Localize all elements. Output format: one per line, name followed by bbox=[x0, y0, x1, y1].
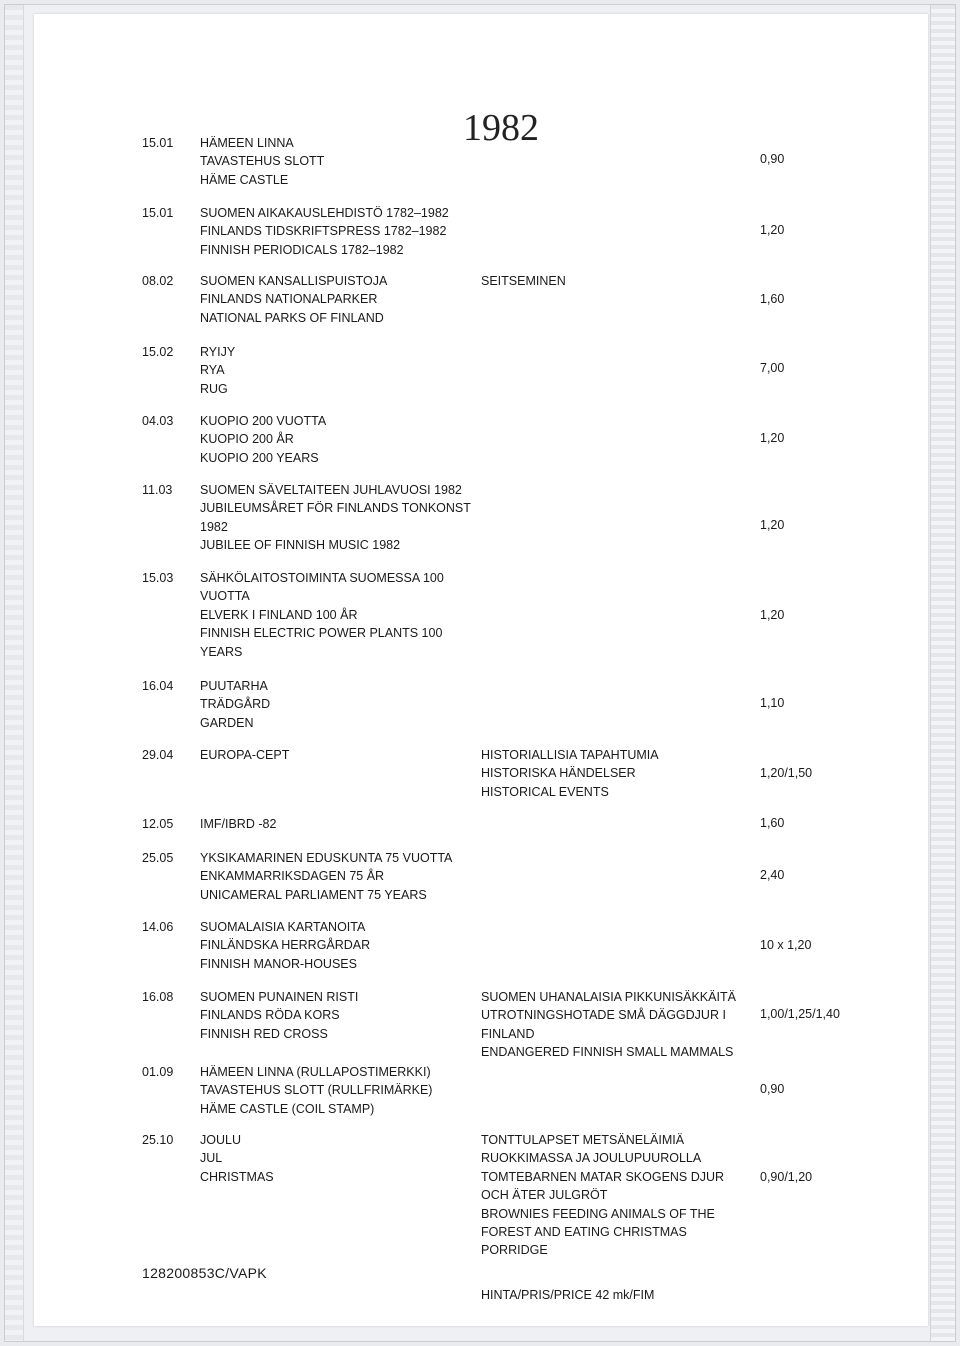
issue-title-line: HÄMEEN LINNA bbox=[200, 136, 294, 150]
issue-title-line: HÄME CASTLE (COIL STAMP) bbox=[200, 1101, 375, 1116]
issue-title-line: HÄMEEN LINNA (RULLAPOSTIMERKKI) bbox=[200, 1065, 431, 1079]
issue-titles bbox=[200, 677, 490, 732]
issue-subject-line: RUOKKIMASSA JA JOULUPUUROLLA bbox=[481, 1151, 702, 1166]
issue-title-line: ELVERK I FINLAND 100 ÅR bbox=[200, 607, 358, 622]
sleeve-right-edge bbox=[930, 5, 955, 1341]
issue-price: 1,20/1,50 bbox=[760, 766, 813, 780]
issue-price: 1,20 bbox=[760, 608, 785, 622]
issue-titles bbox=[200, 1131, 490, 1186]
issue-title-line: FINNISH PERIODICALS 1782–1982 bbox=[200, 242, 404, 257]
issue-date: 12.05 bbox=[142, 817, 174, 831]
issue-title-line: FINNISH ELECTRIC POWER PLANTS 100 bbox=[200, 626, 443, 641]
issue-subject bbox=[481, 746, 759, 801]
issue-title-line: FINNISH MANOR-HOUSES bbox=[200, 956, 357, 971]
issue-titles bbox=[200, 272, 490, 327]
issue-titles bbox=[200, 569, 490, 661]
issue-title-line: KUOPIO 200 ÅR bbox=[200, 432, 294, 447]
issue-title-line: RYA bbox=[200, 363, 225, 378]
issue-date: 15.02 bbox=[142, 345, 174, 359]
issue-price: 7,00 bbox=[760, 361, 785, 375]
issue-titles bbox=[200, 1063, 490, 1118]
issue-price: 1,20 bbox=[760, 223, 785, 237]
issue-title-line: ENKAMMARRIKSDAGEN 75 ÅR bbox=[200, 869, 385, 884]
issue-titles bbox=[200, 988, 490, 1043]
issue-title-line: GARDEN bbox=[200, 715, 254, 730]
issue-title-line: TAVASTEHUS SLOTT (RULLFRIMÄRKE) bbox=[200, 1083, 433, 1098]
document-page bbox=[34, 14, 928, 1326]
issue-date: 16.04 bbox=[142, 679, 174, 693]
issue-titles bbox=[200, 746, 490, 764]
issue-title-line: UNICAMERAL PARLIAMENT 75 YEARS bbox=[200, 887, 427, 902]
issue-subject-line: OCH ÄTER JULGRÖT bbox=[481, 1188, 608, 1203]
issue-title-line: FINLÄNDSKA HERRGÅRDAR bbox=[200, 938, 371, 953]
issue-price: 2,40 bbox=[760, 868, 785, 882]
issue-title-line: FINLANDS TIDSKRIFTSPRESS 1782–1982 bbox=[200, 224, 447, 239]
issue-subject bbox=[481, 988, 759, 1062]
issue-subject-line: SUOMEN UHANALAISIA PIKKUNISÄKKÄITÄ bbox=[481, 990, 736, 1004]
issue-date: 15.01 bbox=[142, 136, 174, 150]
issue-price: 1,60 bbox=[760, 292, 785, 306]
issue-subject-line: HISTORISKA HÄNDELSER bbox=[481, 766, 636, 781]
issue-date: 25.10 bbox=[142, 1133, 174, 1147]
issue-title-line: FINNISH RED CROSS bbox=[200, 1026, 328, 1041]
issue-titles bbox=[200, 815, 490, 833]
issue-title-line: JUBILEE OF FINNISH MUSIC 1982 bbox=[200, 538, 401, 553]
issue-subject-line: FOREST AND EATING CHRISTMAS bbox=[481, 1225, 687, 1240]
issue-title-line: YEARS bbox=[200, 644, 243, 659]
issue-title-line: 1982 bbox=[200, 519, 228, 534]
issue-date: 11.03 bbox=[142, 483, 173, 497]
issue-subject-line: BROWNIES FEEDING ANIMALS OF THE bbox=[481, 1206, 715, 1221]
issue-subject-line: FINLAND bbox=[481, 1026, 535, 1041]
issue-title-line: SUOMALAISIA KARTANOITA bbox=[200, 920, 366, 934]
issue-title-line: KUOPIO 200 VUOTTA bbox=[200, 414, 327, 428]
issue-title-line: VUOTTA bbox=[200, 589, 250, 604]
issue-date: 08.02 bbox=[142, 274, 174, 288]
footer-price-note: HINTA/PRIS/PRICE 42 mk/FIM bbox=[481, 1288, 655, 1302]
issue-price: 1,60 bbox=[760, 816, 785, 830]
issue-date: 16.08 bbox=[142, 990, 174, 1004]
issue-subject-line: HISTORIALLISIA TAPAHTUMIA bbox=[481, 748, 659, 762]
issue-price: 0,90 bbox=[760, 1082, 785, 1096]
issue-titles bbox=[200, 412, 490, 467]
issue-title-line: YKSIKAMARINEN EDUSKUNTA 75 VUOTTA bbox=[200, 851, 453, 865]
issue-titles bbox=[200, 343, 490, 398]
issue-title-line: PUUTARHA bbox=[200, 679, 268, 693]
issue-price: 1,00/1,25/1,40 bbox=[760, 1007, 840, 1021]
issue-title-line: RYIJY bbox=[200, 345, 236, 359]
issue-title-line: TAVASTEHUS SLOTT bbox=[200, 154, 325, 169]
issue-title-line: SÄHKÖLAITOSTOIMINTA SUOMESSA 100 bbox=[200, 571, 444, 585]
issue-subject-line: SEITSEMINEN bbox=[481, 274, 566, 288]
issue-title-line: TRÄDGÅRD bbox=[200, 697, 271, 712]
issue-subject-line: HISTORICAL EVENTS bbox=[481, 784, 609, 799]
issue-title-line: NATIONAL PARKS OF FINLAND bbox=[200, 310, 384, 325]
issue-title-line: JUL bbox=[200, 1151, 223, 1166]
issue-title-line: FINLANDS RÖDA KORS bbox=[200, 1008, 340, 1023]
issue-subject-line: TONTTULAPSET METSÄNELÄIMIÄ bbox=[481, 1133, 685, 1147]
issue-title-line: RUG bbox=[200, 381, 228, 396]
issue-price: 1,20 bbox=[760, 518, 785, 532]
issue-titles bbox=[200, 481, 490, 555]
issue-titles bbox=[200, 918, 490, 973]
issue-date: 15.03 bbox=[142, 571, 174, 585]
issue-title-line: SUOMEN KANSALLISPUISTOJA bbox=[200, 274, 388, 288]
issue-title-line: SUOMEN AIKAKAUSLEHDISTÖ 1782–1982 bbox=[200, 206, 449, 220]
issue-date: 14.06 bbox=[142, 920, 174, 934]
issue-titles bbox=[200, 849, 490, 904]
issue-title-line: CHRISTMAS bbox=[200, 1169, 274, 1184]
issue-title-line: HÄME CASTLE bbox=[200, 172, 289, 187]
issue-subject-line: TOMTEBARNEN MATAR SKOGENS DJUR bbox=[481, 1169, 725, 1184]
issue-subject-line: ENDANGERED FINNISH SMALL MAMMALS bbox=[481, 1045, 734, 1060]
year-heading: 1982 bbox=[463, 107, 539, 149]
issue-title-line: JOULU bbox=[200, 1133, 241, 1147]
issue-date: 04.03 bbox=[142, 414, 174, 428]
issue-price: 10 x 1,20 bbox=[760, 938, 812, 952]
issue-titles bbox=[200, 204, 490, 259]
issue-title-line: FINLANDS NATIONALPARKER bbox=[200, 292, 378, 307]
issue-date: 01.09 bbox=[142, 1065, 174, 1079]
issue-price: 1,20 bbox=[760, 431, 785, 445]
issue-price: 0,90/1,20 bbox=[760, 1170, 813, 1184]
issue-title-line: KUOPIO 200 YEARS bbox=[200, 450, 319, 465]
issue-price: 1,10 bbox=[760, 696, 785, 710]
issue-date: 15.01 bbox=[142, 206, 174, 220]
issue-titles bbox=[200, 134, 490, 189]
issue-subject bbox=[481, 272, 759, 290]
issue-date: 29.04 bbox=[142, 748, 174, 762]
issue-title-line: EUROPA-CEPT bbox=[200, 748, 290, 762]
footer-code: 128200853C/VAPK bbox=[142, 1265, 267, 1281]
issue-subject-line: PORRIDGE bbox=[481, 1243, 548, 1258]
issue-subject-line: UTROTNINGSHOTADE SMÅ DÄGGDJUR I bbox=[481, 1008, 726, 1023]
issue-title-line: IMF/IBRD -82 bbox=[200, 817, 277, 831]
issue-date: 25.05 bbox=[142, 851, 174, 865]
issue-price: 0,90 bbox=[760, 152, 785, 166]
issue-title-line: SUOMEN PUNAINEN RISTI bbox=[200, 990, 359, 1004]
issue-subject bbox=[481, 1131, 759, 1260]
sleeve-left-edge bbox=[5, 5, 24, 1341]
issue-title-line: JUBILEUMSÅRET FÖR FINLANDS TONKONST bbox=[200, 501, 471, 516]
issue-title-line: SUOMEN SÄVELTAITEEN JUHLAVUOSI 1982 bbox=[200, 483, 462, 497]
